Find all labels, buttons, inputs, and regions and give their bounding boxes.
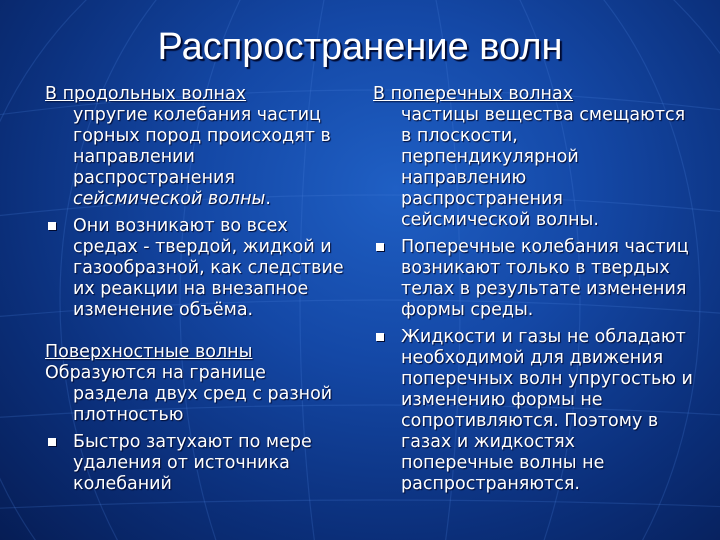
bullet-square-icon — [376, 243, 384, 251]
longitudinal-waves-text: упругие колебания частиц горных пород происходят в направлении распространения сейсмической волны. — [73, 105, 331, 209]
transverse-waves-heading: В поперечных волнах — [373, 84, 574, 104]
bullet-square-icon — [376, 333, 384, 341]
list-item: Они возникают во всех средах - твердой, жидкой и газообразной, как следствие их реакции на внезапное изменение объёма. — [45, 216, 355, 321]
longitudinal-waves-paragraph — [45, 84, 355, 210]
right-column — [373, 84, 693, 495]
longitudinal-waves-heading: В продольных волнах — [45, 84, 247, 104]
transverse-waves-text: частицы вещества смещаются в плоскости, перпендикулярной направлению распространения сейсмической волны. — [401, 105, 686, 230]
transverse-waves-paragraph — [373, 84, 693, 231]
bullet-square-icon — [48, 222, 56, 230]
list-item: Поперечные колебания частиц возникают только в твердых телах в результате изменения формы среды. — [373, 237, 693, 321]
surface-waves-paragraph: Поверхностные волны Образуются на границе раздела двух сред с разной плотностью — [45, 342, 333, 425]
list-item: Жидкости и газы не обладают необходимой для движения поперечных волн упругостью и изменению формы не сопротивляются. Поэтому в газах и жидкостях поперечные волны не распространяются. — [373, 327, 693, 495]
bullet-square-icon — [48, 438, 56, 446]
seismic-wave-italic: сейсмической волны — [73, 189, 266, 209]
slide-title: Распространение волн — [157, 26, 563, 68]
left-column — [45, 84, 355, 495]
surface-waves-heading: Поверхностные волны — [45, 342, 253, 362]
list-item: Быстро затухают по мере удаления от источника колебаний — [45, 432, 355, 495]
